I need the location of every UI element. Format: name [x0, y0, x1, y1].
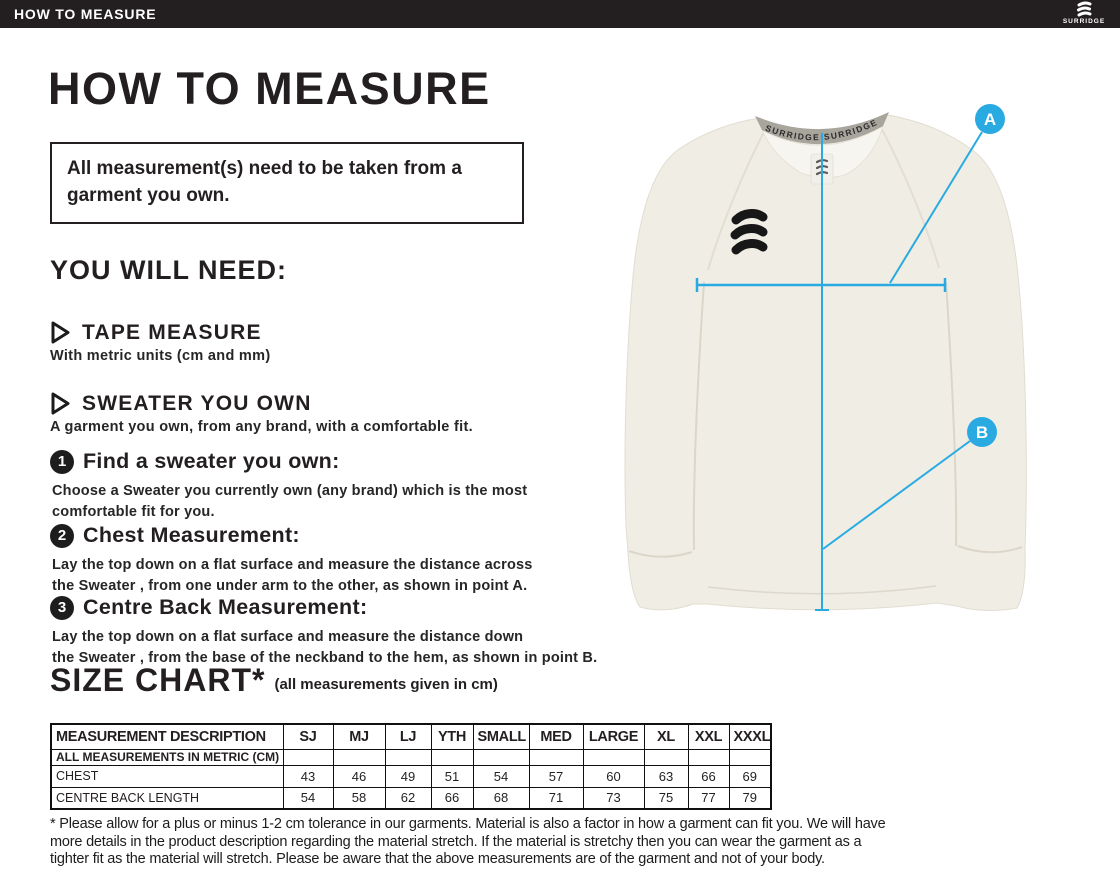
disclaimer-line: * Please allow for a plus or minus 1-2 cm tolerance in our garments. Material is also a factor in how a garment can fit you. We will have	[50, 816, 886, 832]
point-b-label: B	[975, 423, 989, 442]
size-cell	[473, 749, 529, 765]
step-body-line: Choose a Sweater you currently own (any brand) which is the most	[52, 483, 528, 499]
column-header: YTH	[431, 724, 473, 749]
notice-text: All measurement(s) need to be taken from a garment you own.	[67, 158, 462, 206]
play-triangle-icon	[50, 391, 71, 416]
size-cell: 75	[644, 787, 688, 809]
size-cell: 43	[283, 765, 333, 787]
size-cell: 68	[473, 787, 529, 809]
size-cell: 54	[473, 765, 529, 787]
column-header: SJ	[283, 724, 333, 749]
step-title: Chest Measurement:	[83, 523, 300, 547]
size-cell: 57	[529, 765, 583, 787]
size-cell: 63	[644, 765, 688, 787]
size-cell: 71	[529, 787, 583, 809]
notice-box	[50, 142, 524, 224]
row-label: ALL MEASUREMENTS IN METRIC (CM)	[51, 749, 283, 765]
step-number-badge: 1	[50, 450, 74, 474]
size-cell: 62	[385, 787, 431, 809]
surridge-s-icon	[1075, 1, 1093, 18]
column-header: XXL	[688, 724, 729, 749]
play-triangle-icon	[50, 320, 71, 345]
table-row	[51, 787, 771, 809]
size-cell: 79	[729, 787, 771, 809]
size-cell: 49	[385, 765, 431, 787]
size-chart-note: (all measurements given in cm)	[274, 676, 498, 693]
size-cell	[431, 749, 473, 765]
size-chart-header	[50, 664, 498, 696]
table-row	[51, 765, 771, 787]
size-cell	[529, 749, 583, 765]
brand-name: SURRIDGE	[1062, 18, 1106, 25]
disclaimer-line: more details in the product description regarding the material stretch. If the material is stretchy then you can wear the garment as a	[50, 833, 862, 850]
size-cell: 73	[583, 787, 644, 809]
size-cell: 66	[688, 765, 729, 787]
disclaimer-line: tighter fit as the material will stretch. Please be aware that the above measurements are of the garment and not of your body.	[50, 851, 825, 867]
disclaimer	[50, 816, 1110, 869]
need-item-description: With metric units (cm and mm)	[50, 348, 271, 364]
size-cell	[385, 749, 431, 765]
size-cell: 69	[729, 765, 771, 787]
size-cell	[583, 749, 644, 765]
size-cell: 66	[431, 787, 473, 809]
sweater-diagram	[605, 88, 1045, 663]
step-body-line: Lay the top down on a flat surface and measure the distance across	[52, 557, 533, 573]
step-body-line: comfortable fit for you.	[52, 503, 215, 520]
size-chart-table	[50, 723, 772, 810]
size-chart-heading: SIZE CHART*	[50, 662, 266, 698]
size-cell: 77	[688, 787, 729, 809]
need-item-description: A garment you own, from any brand, with a comfortable fit.	[50, 419, 473, 435]
topbar-title: HOW TO MEASURE	[14, 6, 157, 22]
column-header: MEASUREMENT DESCRIPTION	[51, 724, 283, 749]
column-header: SMALL	[473, 724, 529, 749]
size-cell: 60	[583, 765, 644, 787]
step-title: Find a sweater you own:	[83, 449, 340, 473]
table-header-row	[51, 724, 771, 749]
size-chart-table-wrap	[50, 723, 772, 810]
page-title: HOW TO MEASURE	[48, 63, 491, 114]
size-cell	[333, 749, 385, 765]
row-label: CENTRE BACK LENGTH	[51, 787, 283, 809]
table-row	[51, 749, 771, 765]
column-header: MJ	[333, 724, 385, 749]
sweater-illustration	[625, 112, 1026, 610]
need-item-label: TAPE MEASURE	[82, 320, 262, 344]
step-row-2	[50, 523, 300, 548]
size-cell: 54	[283, 787, 333, 809]
step-body-line: the Sweater , from one under arm to the other, as shown in point A.	[52, 577, 528, 594]
collar-label-text: SURRIDGE SURRIDGE	[764, 116, 880, 143]
column-header: XL	[644, 724, 688, 749]
need-item-tape-measure	[50, 320, 262, 345]
point-a-label: A	[983, 110, 997, 129]
step-title: Centre Back Measurement:	[83, 595, 368, 619]
size-cell: 58	[333, 787, 385, 809]
step-body	[52, 555, 533, 596]
column-header: LARGE	[583, 724, 644, 749]
step-number-badge: 2	[50, 524, 74, 548]
column-header: MED	[529, 724, 583, 749]
step-number-badge: 3	[50, 596, 74, 620]
size-cell	[688, 749, 729, 765]
size-cell: 46	[333, 765, 385, 787]
size-cell	[283, 749, 333, 765]
step-body	[52, 481, 527, 522]
step-row-1	[50, 449, 340, 474]
heading-you-will-need: YOU WILL NEED:	[50, 255, 288, 285]
step-body-line: Lay the top down on a flat surface and measure the distance down	[52, 629, 524, 645]
need-item-sweater	[50, 391, 312, 416]
size-cell	[644, 749, 688, 765]
size-cell: 51	[431, 765, 473, 787]
row-label: CHEST	[51, 765, 283, 787]
need-item-label: SWEATER YOU OWN	[82, 391, 312, 415]
step-row-3	[50, 595, 367, 620]
column-header: XXXL	[729, 724, 771, 749]
surridge-logo	[1056, 1, 1112, 27]
top-bar	[0, 0, 1120, 28]
column-header: LJ	[385, 724, 431, 749]
size-cell	[729, 749, 771, 765]
step-body-line: the Sweater , from the base of the neckband to the hem, as shown in point B.	[52, 649, 598, 666]
